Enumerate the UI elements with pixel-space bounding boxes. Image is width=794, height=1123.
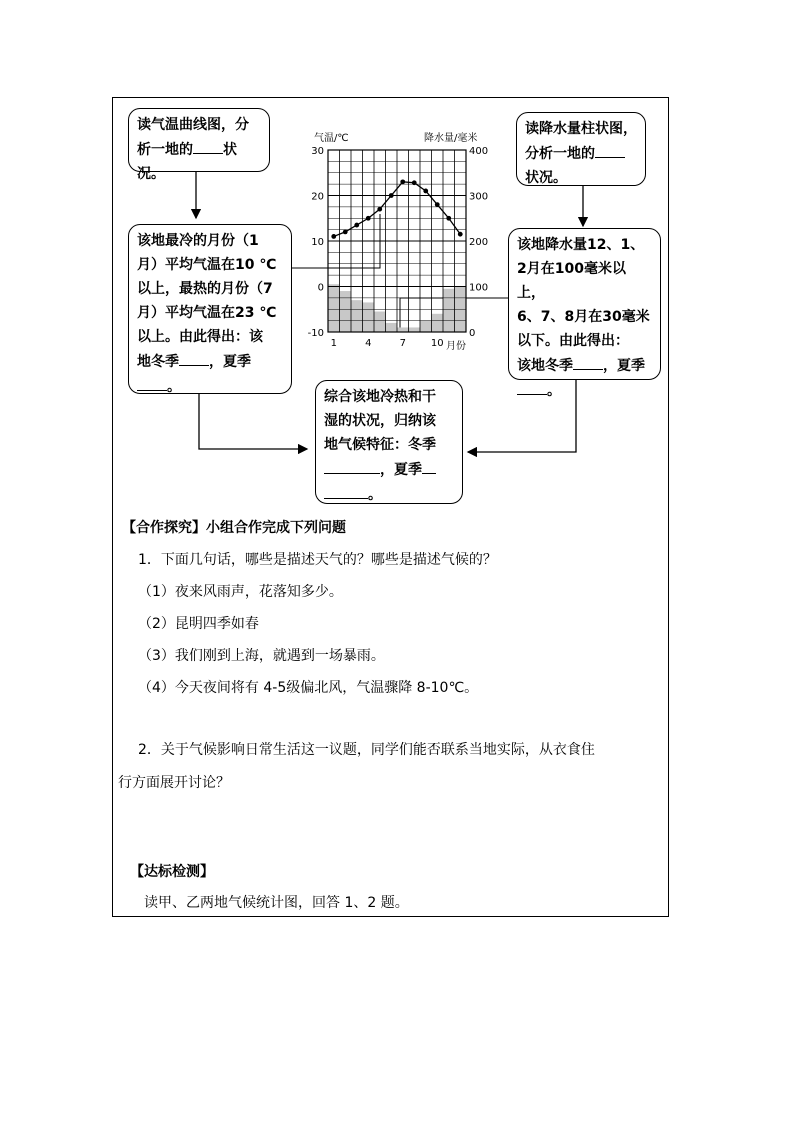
- box-temp-read-line1: 读气温曲线图，分: [137, 117, 249, 133]
- line: 。: [137, 374, 283, 399]
- right-axis-label: 降水量/毫米: [424, 133, 478, 144]
- box-temp-read-line2: 析一地的 状况。: [137, 137, 261, 186]
- line: 地气候特征：冬季: [324, 437, 436, 453]
- line: 月）平均气温在23 ℃: [137, 305, 277, 321]
- section-title-cooperation: 【合作探究】小组合作完成下列问题: [122, 520, 346, 536]
- line: 以上。由此得出：该: [137, 329, 263, 345]
- box-summary: [315, 380, 463, 504]
- blank[interactable]: [422, 457, 436, 474]
- precip-bar: [340, 291, 352, 332]
- temperature-point: [366, 216, 371, 221]
- precip-bar: [420, 321, 432, 332]
- x-tick-label: 10: [430, 338, 444, 349]
- x-tick-label: 7: [399, 338, 406, 349]
- temperature-point: [458, 232, 463, 237]
- box-precip-read-line2: 分析一地的: [525, 141, 637, 166]
- line: 以上，最热的月份（7: [137, 281, 273, 297]
- temperature-point: [354, 223, 359, 228]
- right-tick-label: 0: [469, 328, 476, 339]
- question-2-line2: 行方面展开讨论？: [118, 775, 230, 791]
- temperature-point: [400, 179, 405, 184]
- right-tick-label: 100: [469, 282, 489, 294]
- temperature-point: [446, 216, 451, 221]
- precip-bar: [351, 300, 363, 332]
- left-axis-label: 气温/℃: [314, 133, 349, 144]
- right-tick-label: 200: [469, 237, 489, 248]
- line: 以下。由此得出：: [517, 333, 629, 349]
- temperature-point: [377, 207, 382, 212]
- climate-chart: [0, 0, 794, 370]
- line: 6、7、8月在30毫米: [517, 309, 650, 325]
- precip-bar: [409, 327, 421, 332]
- left-tick-label: 10: [311, 237, 324, 248]
- blank[interactable]: [137, 374, 167, 391]
- box-precip-read-line1: 读降水量柱状图，: [525, 121, 637, 137]
- box-precip-read-line3: 状况。: [525, 170, 567, 186]
- blank[interactable]: [324, 482, 368, 499]
- arrow-to-summary-left: [199, 394, 307, 449]
- question-1: 1．下面几句话，哪些是描述天气的？哪些是描述气候的？: [138, 552, 497, 568]
- line: ，夏季: [324, 457, 454, 482]
- line: 综合该地冷热和干: [324, 389, 436, 405]
- blank[interactable]: [324, 457, 380, 474]
- left-tick-label: 0: [317, 282, 324, 294]
- precip-bar: [432, 314, 444, 332]
- line: 2月在100毫米以上，: [517, 261, 626, 301]
- x-tick-label: 4: [365, 338, 372, 349]
- left-tick-label: -10: [307, 328, 324, 339]
- temperature-point: [435, 202, 440, 207]
- option-4: （4）今天夜间将有 4-5级偏北风，气温骤降 8-10℃。: [138, 680, 479, 696]
- precip-bar: [374, 312, 386, 332]
- right-tick-label: 400: [469, 146, 489, 157]
- x-tick-label: 1: [330, 338, 337, 349]
- temperature-point: [412, 180, 417, 185]
- precip-bar: [363, 302, 375, 332]
- line: 月）平均气温在10 ℃: [137, 257, 277, 273]
- left-tick-label: 20: [311, 191, 324, 203]
- question-2-line1: 2．关于气候影响日常生活这一议题，同学们能否联系当地实际，从衣食住: [138, 742, 595, 758]
- right-tick-label: 300: [469, 191, 489, 203]
- line: 。: [324, 482, 454, 507]
- line: 。: [517, 378, 652, 403]
- line: 该地降水量12、1、: [517, 237, 645, 253]
- option-2: （2）昆明四季如春: [138, 616, 259, 632]
- blank[interactable]: [517, 378, 547, 395]
- precip-bar: [397, 327, 409, 332]
- line: 地冬季 ，夏季: [137, 349, 283, 374]
- test-instruction: 读甲、乙两地气候统计图，回答 1、2 题。: [144, 895, 409, 911]
- line: 湿的状况，归纳该: [324, 413, 436, 429]
- line: 该地最冷的月份（1: [137, 233, 259, 249]
- precip-bar: [328, 284, 340, 332]
- left-tick-label: 30: [311, 146, 324, 157]
- option-1: （1）夜来风雨声，花落知多少。: [138, 584, 343, 600]
- precip-bar: [386, 323, 398, 332]
- option-3: （3）我们刚到上海，就遇到一场暴雨。: [138, 648, 385, 664]
- precip-bar: [443, 289, 455, 332]
- temperature-point: [331, 234, 336, 239]
- temperature-point: [389, 193, 394, 198]
- section-title-test: 【达标检测】: [130, 864, 214, 880]
- x-axis-label: 月份: [446, 341, 466, 352]
- line: 该地冬季 ，夏季: [517, 353, 652, 378]
- temperature-point: [423, 189, 428, 194]
- temperature-point: [343, 230, 348, 235]
